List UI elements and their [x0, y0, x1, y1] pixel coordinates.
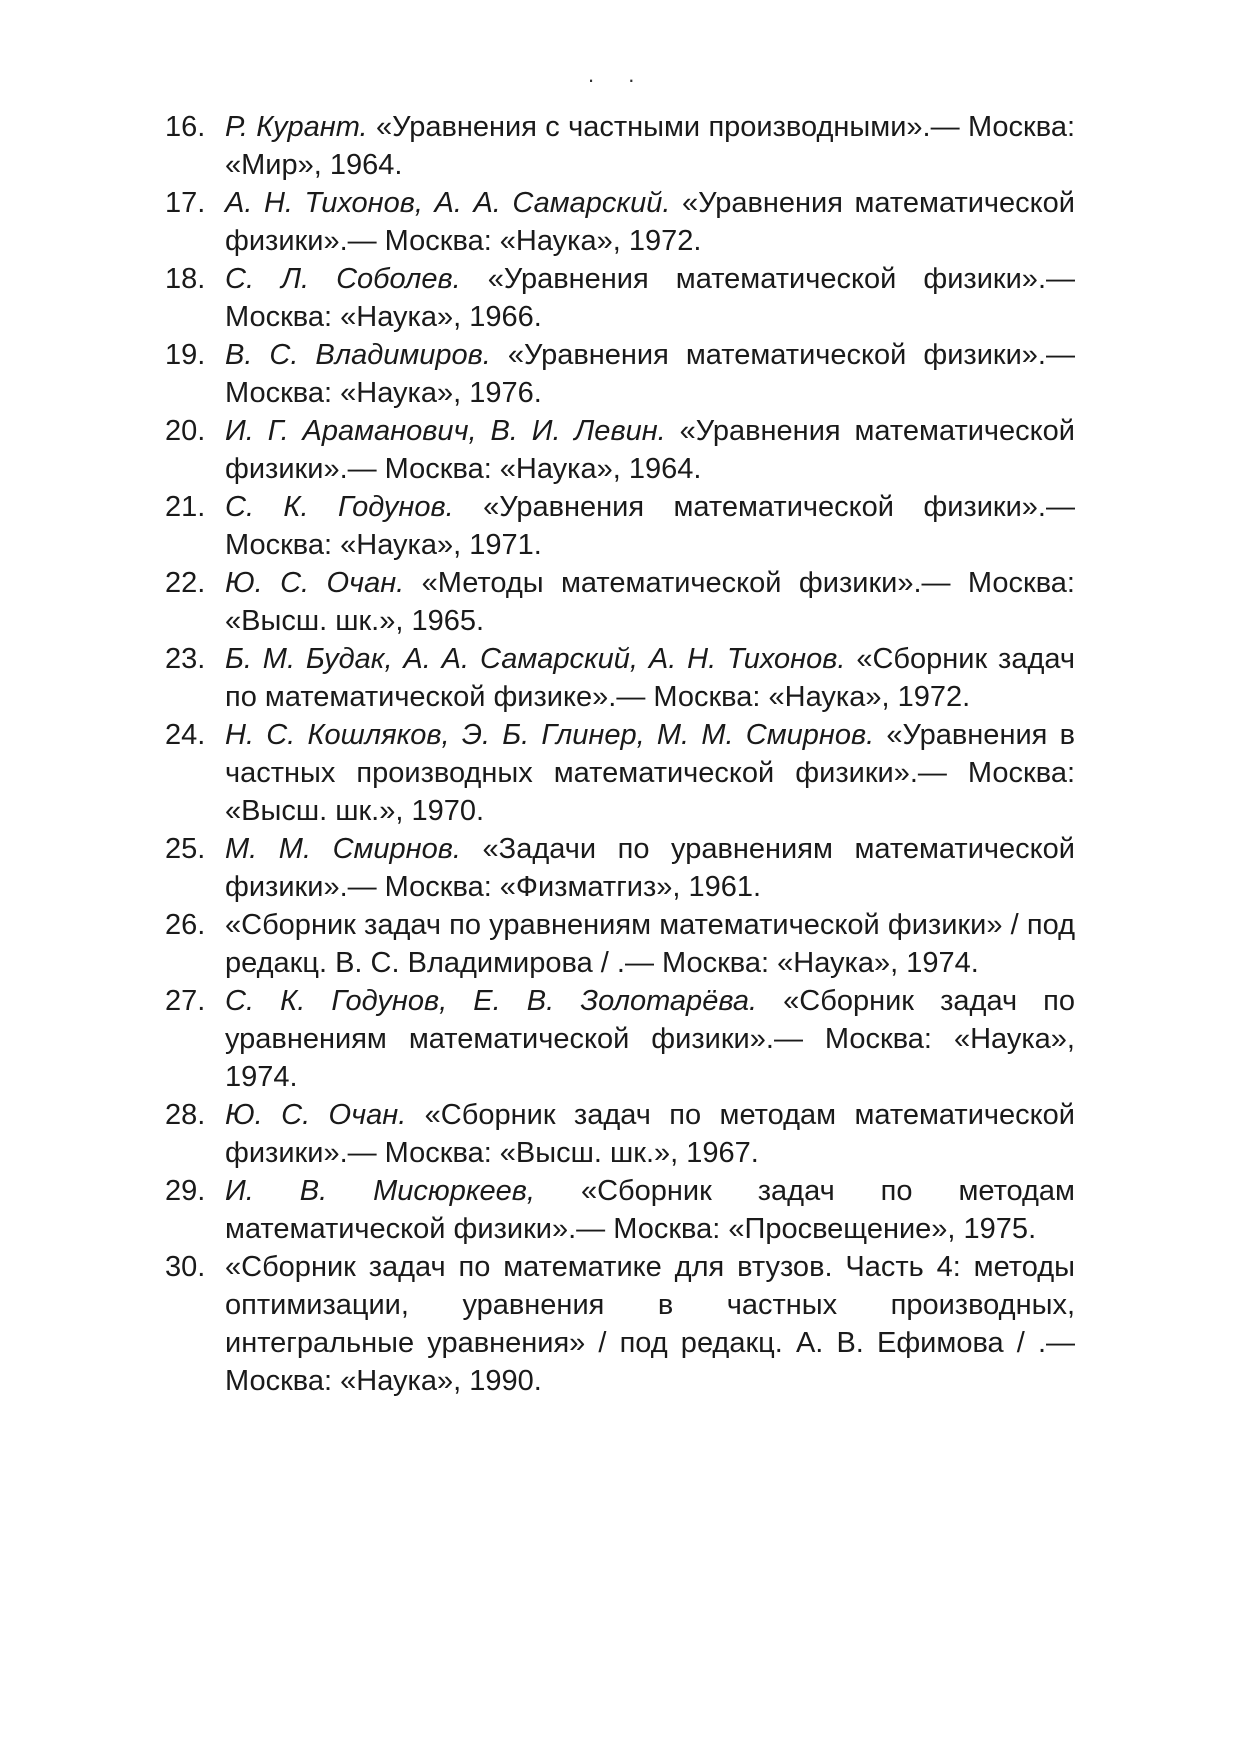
- reference-number: 28.: [165, 1099, 206, 1131]
- reference-item: [165, 906, 1075, 982]
- reference-author: В. С. Владимиров.: [225, 339, 491, 371]
- reference-number: 23.: [165, 643, 206, 675]
- reference-item: [165, 1172, 1075, 1248]
- reference-text: «Сборник задач по методам математической физики».— Москва: «Высш. шк.», 1967.: [225, 1099, 1075, 1169]
- reference-number: 16.: [165, 111, 206, 143]
- reference-number: 29.: [165, 1175, 206, 1207]
- reference-text: «Уравнения математической физики».— Москва: «Наука», 1966.: [225, 263, 1075, 333]
- reference-text: «Уравнения математической физики».— Москва: «Наука», 1976.: [225, 339, 1075, 409]
- reference-number: 25.: [165, 833, 206, 865]
- reference-item: [165, 982, 1075, 1096]
- reference-author: С. К. Годунов.: [225, 491, 454, 523]
- reference-text: «Сборник задач по математической физике».— Москва: «Наука», 1972.: [225, 643, 1075, 713]
- reference-number: 22.: [165, 567, 206, 599]
- reference-author: С. К. Годунов, Е. В. Золотарёва.: [225, 985, 758, 1017]
- reference-item: [165, 640, 1075, 716]
- reference-text: «Сборник задач по методам математической физики».— Москва: «Просвещение», 1975.: [225, 1175, 1075, 1245]
- reference-number: 27.: [165, 985, 206, 1017]
- page-header-dots: . .: [588, 62, 649, 87]
- reference-author: И. В. Мисюркеев,: [225, 1175, 535, 1207]
- reference-text: «Уравнения математической физики».— Москва: «Наука», 1964.: [225, 415, 1075, 485]
- reference-item: [165, 336, 1075, 412]
- reference-item: [165, 260, 1075, 336]
- reference-number: 24.: [165, 719, 206, 751]
- reference-item: [165, 1248, 1075, 1400]
- reference-item: [165, 1096, 1075, 1172]
- reference-item: [165, 184, 1075, 260]
- reference-text: «Сборник задач по уравнениям математической физики».— Москва: «Наука», 1974.: [225, 985, 1076, 1093]
- reference-author: С. Л. Соболев.: [225, 263, 461, 295]
- reference-text: «Уравнения с частными производными».— Москва: «Мир», 1964.: [225, 111, 1076, 181]
- reference-text: «Сборник задач по математике для втузов. Часть 4: методы оптимизации, уравнения в частных производных, интегральные уравнения» / под редакц. А. В. Ефимова / .— Москва: «Наука», 1990.: [225, 1251, 1075, 1397]
- reference-item: [165, 412, 1075, 488]
- reference-item: [165, 830, 1075, 906]
- reference-text: «Задачи по уравнениям математической физики».— Москва: «Физматгиз», 1961.: [225, 833, 1075, 903]
- reference-text: «Уравнения математической физики».— Москва: «Наука», 1971.: [225, 491, 1075, 561]
- reference-author: Р. Курант.: [225, 111, 368, 143]
- reference-item: [165, 716, 1075, 830]
- reference-author: Н. С. Кошляков, Э. Б. Глинер, М. М. Смирнов.: [225, 719, 875, 751]
- reference-author: И. Г. Араманович, В. И. Левин.: [225, 415, 666, 447]
- reference-number: 18.: [165, 263, 206, 295]
- reference-number: 21.: [165, 491, 206, 523]
- reference-item: [165, 564, 1075, 640]
- reference-item: [165, 488, 1075, 564]
- reference-text: «Уравнения в частных производных математической физики».— Москва: «Высш. шк.», 1970.: [225, 719, 1075, 827]
- reference-author: Ю. С. Очан.: [225, 567, 405, 599]
- reference-author: А. Н. Тихонов, А. А. Самарский.: [225, 187, 671, 219]
- reference-number: 17.: [165, 187, 206, 219]
- reference-author: Б. М. Будак, А. А. Самарский, А. Н. Тихонов.: [225, 643, 846, 675]
- reference-item: [165, 108, 1075, 184]
- reference-text: «Сборник задач по уравнениям математической физики» / под редакц. В. С. Владимирова / .— Москва: «Наука», 1974.: [225, 909, 1075, 979]
- reference-number: 26.: [165, 909, 206, 941]
- reference-author: Ю. С. Очан.: [225, 1099, 407, 1131]
- reference-author: М. М. Смирнов.: [225, 833, 461, 865]
- reference-text: «Уравнения математической физики».— Москва: «Наука», 1972.: [225, 187, 1075, 257]
- bibliography-list: [165, 108, 1075, 1400]
- reference-text: «Методы математической физики».— Москва: «Высш. шк.», 1965.: [225, 567, 1075, 637]
- reference-number: 20.: [165, 415, 206, 447]
- reference-number: 19.: [165, 339, 206, 371]
- reference-number: 30.: [165, 1251, 206, 1283]
